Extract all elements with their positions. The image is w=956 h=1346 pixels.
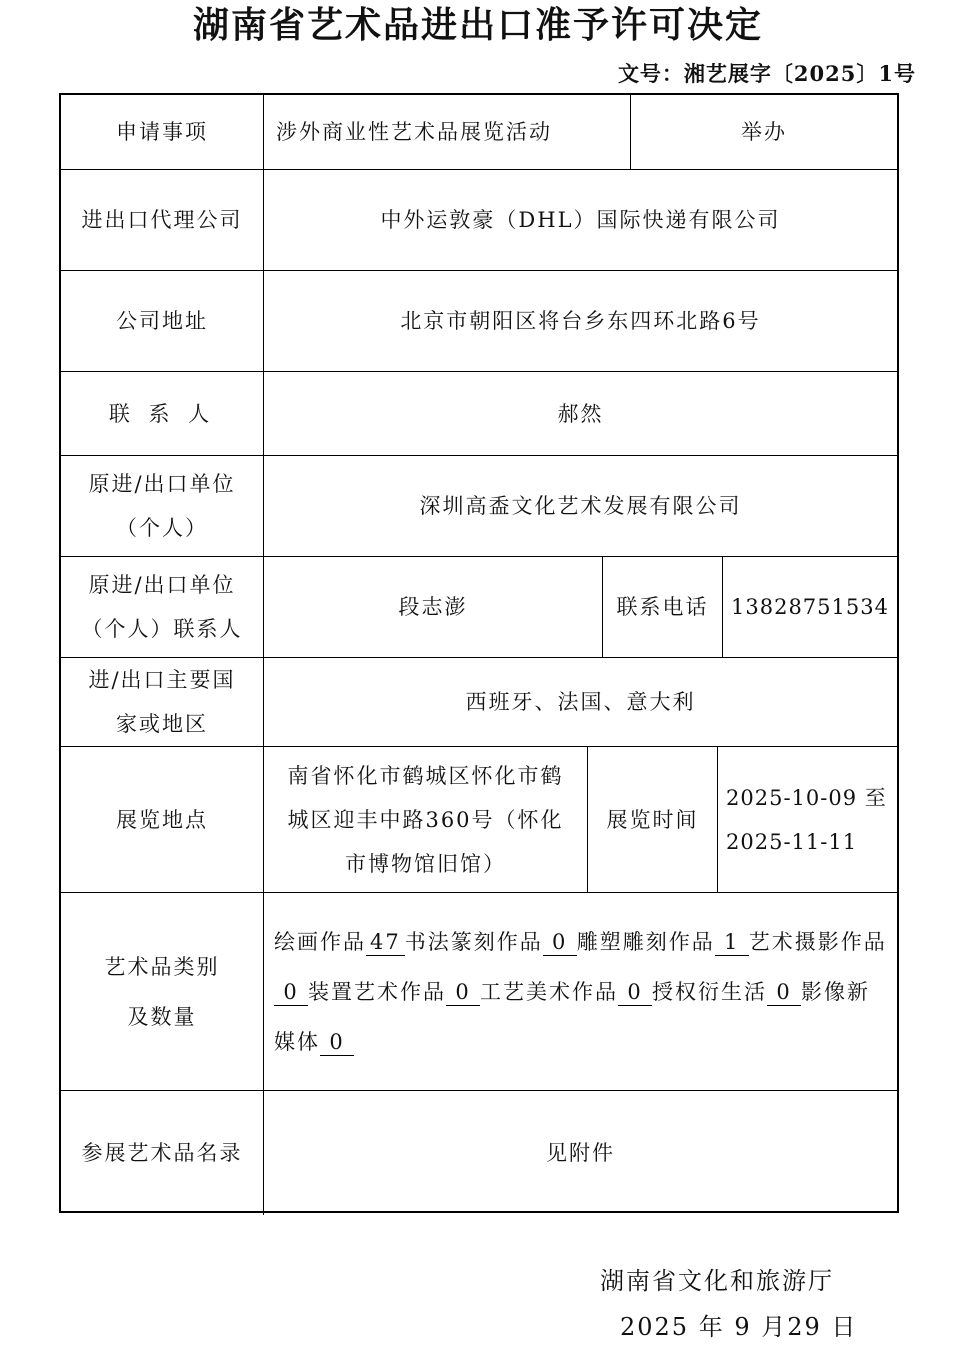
list-label-text: 参展艺术品名录: [81, 1141, 243, 1165]
application-label: [61, 95, 264, 170]
address-label-text: 公司地址: [116, 309, 208, 333]
document-number: 文号：湘艺展字〔2025〕1号: [617, 61, 916, 86]
category-count: 1: [715, 929, 749, 956]
countries-label: [61, 658, 264, 747]
time-value: [718, 747, 897, 893]
origin-unit-label-stack: [88, 462, 235, 550]
venue-label-text: 展览地点: [116, 807, 208, 832]
categories-value: [264, 893, 897, 1091]
category-count: 0: [618, 979, 652, 1006]
phone-label-text: 联系电话: [616, 595, 709, 619]
origin-contact-value-text: 段志澎: [398, 595, 468, 619]
category-name: 授权衍生活: [652, 979, 767, 1004]
time-label-text: 展览时间: [606, 807, 699, 832]
phone-value-text: 13828751534: [731, 595, 889, 619]
category-name: 雕塑雕刻作品: [576, 929, 715, 954]
time-label: [588, 747, 718, 893]
venue-value-line2: 城区迎丰中路360号（怀化: [287, 807, 564, 832]
venue-value: [264, 747, 588, 893]
countries-label-line1: 进/出口主要国: [88, 668, 236, 692]
agent-value-text: 中外运敦豪（DHL）国际快递有限公司: [380, 208, 781, 232]
application-value: [264, 95, 631, 170]
countries-value: [264, 658, 897, 747]
origin-contact-value: [264, 557, 603, 658]
origin-contact-label-line2: （个人）联系人: [81, 617, 243, 641]
time-value-stack: [726, 776, 887, 864]
issue-date: 2025 年 9 月29 日: [620, 1313, 858, 1341]
contact-label-text: 联 系 人: [108, 401, 216, 426]
time-value-line1: 2025-10-09 至: [726, 785, 887, 810]
category-count: 47: [366, 929, 405, 956]
list-value-text: 见附件: [546, 1141, 615, 1165]
issuer-signature: 湖南省文化和旅游厅: [600, 1267, 834, 1295]
origin-unit-value-text: 深圳高盉文化艺术发展有限公司: [419, 494, 742, 518]
origin-unit-label-line2: （个人）: [115, 516, 208, 540]
category-name: 工艺美术作品: [480, 979, 618, 1004]
list-label: [61, 1091, 264, 1215]
contact-value-text: 郝然: [557, 401, 604, 426]
page-title: 湖南省艺术品进出口准予许可决定: [192, 4, 763, 46]
application-value-text: 涉外商业性艺术品展览活动: [276, 120, 552, 144]
category-count: 0: [274, 979, 308, 1006]
category-count: 0: [767, 979, 801, 1006]
venue-label: [61, 747, 264, 893]
application-type: [631, 95, 897, 170]
category-name: 艺术摄影作品: [748, 929, 887, 954]
origin-unit-label-line1: 原进/出口单位: [88, 472, 236, 496]
countries-value-text: 西班牙、法国、意大利: [465, 690, 696, 714]
list-value: [264, 1091, 897, 1215]
address-value: [264, 271, 897, 372]
category-count: 0: [446, 979, 480, 1006]
category-name: 绘画作品: [274, 929, 366, 954]
category-name: 书法篆刻作品: [404, 929, 543, 954]
countries-label-line2: 家或地区: [115, 712, 208, 736]
table-bottom-border: [59, 1211, 899, 1213]
categories-label-line1: 艺术品类别: [104, 954, 220, 979]
origin-unit-label: [61, 456, 264, 557]
agent-value: [264, 170, 897, 271]
venue-value-stack: [287, 754, 563, 886]
category-count: 0: [543, 929, 577, 956]
time-value-line2: 2025-11-11: [726, 829, 858, 854]
application-label-text: 申请事项: [116, 120, 208, 144]
phone-value: [723, 557, 897, 658]
venue-value-line3: 市博物馆旧馆）: [345, 851, 506, 876]
category-name: 装置艺术作品: [308, 979, 446, 1004]
categories-label-stack: [105, 942, 220, 1042]
permit-table: [59, 93, 899, 1213]
application-type-text: 举办: [741, 120, 787, 144]
contact-value: [264, 372, 897, 456]
origin-contact-label-stack: [82, 563, 243, 651]
categories-list: [264, 917, 897, 1067]
address-label: [61, 271, 264, 372]
contact-label: [61, 372, 264, 456]
address-value-text: 北京市朝阳区将台乡东四环北路6号: [400, 309, 761, 333]
agent-label-text: 进出口代理公司: [81, 208, 243, 232]
venue-value-line1: 南省怀化市鹤城区怀化市鹤: [287, 763, 564, 788]
categories-label-line2: 及数量: [127, 1004, 197, 1029]
category-name: 影像新媒体: [274, 979, 870, 1054]
agent-label: [61, 170, 264, 271]
categories-label: [61, 893, 264, 1091]
category-count: 0: [320, 1029, 354, 1056]
origin-contact-label-line1: 原进/出口单位: [88, 573, 236, 597]
phone-label: [603, 557, 723, 658]
origin-contact-label: [61, 557, 264, 658]
countries-label-stack: [88, 658, 235, 746]
origin-unit-value: [264, 456, 897, 557]
